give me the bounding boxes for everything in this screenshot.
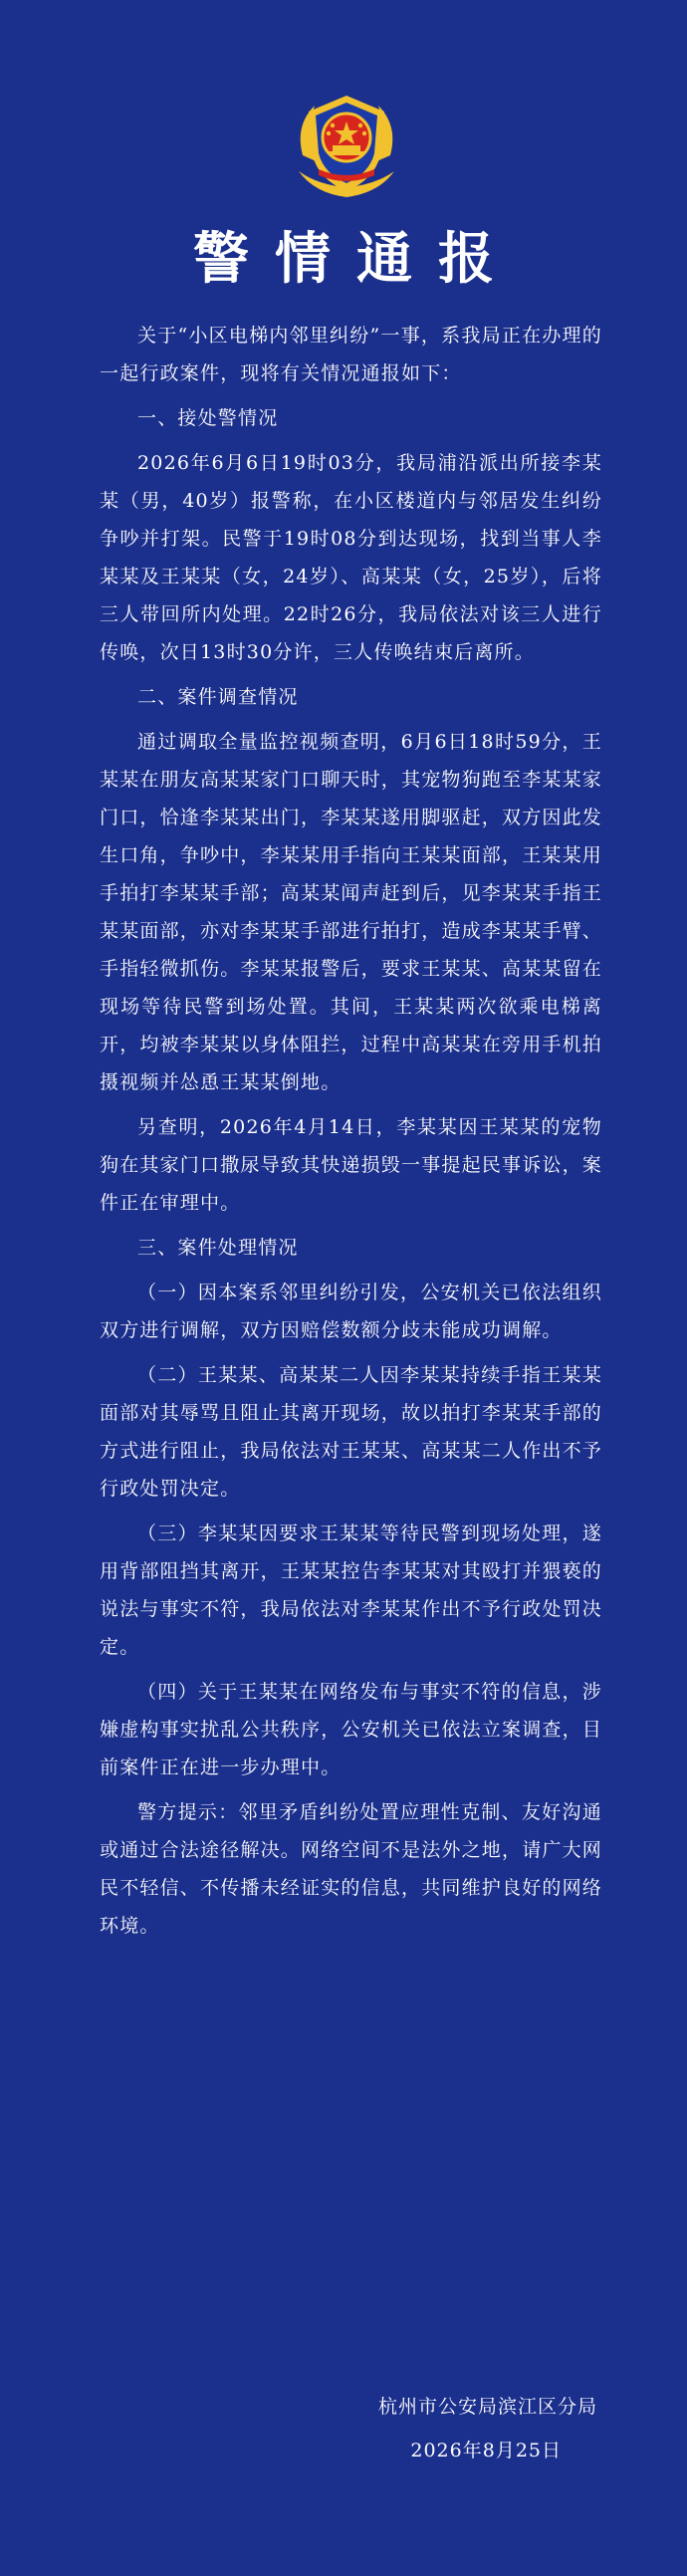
reception-paragraph: 2026年6月6日19时03分，我局浦沿派出所接李某某（男，40岁）报警称，在小区楼道内与邻居发生纠纷争吵并打架。民警于19时08分到达现场，找到当事人李某某及王某某（女，24岁）、高某某（女，25岁），后将三人带回所内处理。22时26分，我局依法对该三人进行传唤，次日13时30分许，三人传唤结束后离所。 (100, 452, 602, 663)
police-emblem-icon (285, 86, 408, 209)
investigation-additional-paragraph: 另查明，2026年4月14日，李某某因王某某的宠物狗在其家门口撒尿导致其快递损毁一事提起民事诉讼，案件正在审理中。 (100, 1116, 603, 1214)
handling-item-1: （一）因本案系邻里纠纷引发，公安机关已依法组织双方进行调解，双方因赔偿数额分歧未能成功调解。 (100, 1282, 602, 1341)
handling-item-2: （二）王某某、高某某二人因李某某持续手指王某某面部对其辱骂且阻止其离开现场，故以拍打李某某手部的方式进行阻止，我局依法对王某某、高某某二人作出不予行政处罚决定。 (100, 1364, 603, 1500)
section-heading-investigation: 二、案件调查情况 (137, 686, 299, 708)
issuing-organization: 杭州市公安局滨江区分局 (377, 2396, 597, 2418)
intro-paragraph: 关于“小区电梯内邻里纠纷”一事，系我局正在办理的一起行政案件，现将有关情况通报如下： (100, 325, 602, 384)
section-heading-handling: 三、案件处理情况 (137, 1237, 299, 1259)
police-warning-paragraph: 警方提示：邻里矛盾纠纷处置应理性克制、友好沟通或通过合法途径解决。网络空间不是法外之地，请广大网民不轻信、不传播未经证实的信息，共同维护良好的网络环境。 (100, 1801, 603, 1937)
issue-date: 2026年8月25日 (410, 2440, 562, 2461)
signature-block (100, 2385, 597, 2472)
handling-item-4: （四）关于王某某在网络发布与事实不符的信息，涉嫌虚构事实扰乱公共秩序，公安机关已依法立案调查，目前案件正在进一步办理中。 (100, 1681, 603, 1778)
handling-item-3: （三）李某某因要求王某某等待民警到现场处理，遂用背部阻挡其离开，王某某控告李某某对其殴打并猥亵的说法与事实不符，我局依法对李某某作出不予行政处罚决定。 (100, 1522, 603, 1658)
bulletin-body (100, 317, 602, 1952)
investigation-paragraph: 通过调取全量监控视频查明，6月6日18时59分，王某某在朋友高某某家门口聊天时，其宠物狗跑至李某某家门口，恰逢李某某出门，李某某遂用脚驱赶，双方因此发生口角，争吵中，李某某用手指向王某某面部，王某某用手拍打李某某手部；高某某闻声赶到后，见李某某手指王某某面部，亦对李某某手部进行拍打，造成李某某手臂、手指轻微抓伤。李某某报警后，要求王某某、高某某留在现场等待民警到场处置。其间，王某某两次欲乘电梯离开，均被李某某以身体阻拦，过程中高某某在旁用手机拍摄视频并怂恿王某某倒地。 (100, 731, 603, 1093)
page-title: 警情通报 (193, 227, 520, 292)
section-heading-reception: 一、接处警情况 (137, 407, 279, 429)
